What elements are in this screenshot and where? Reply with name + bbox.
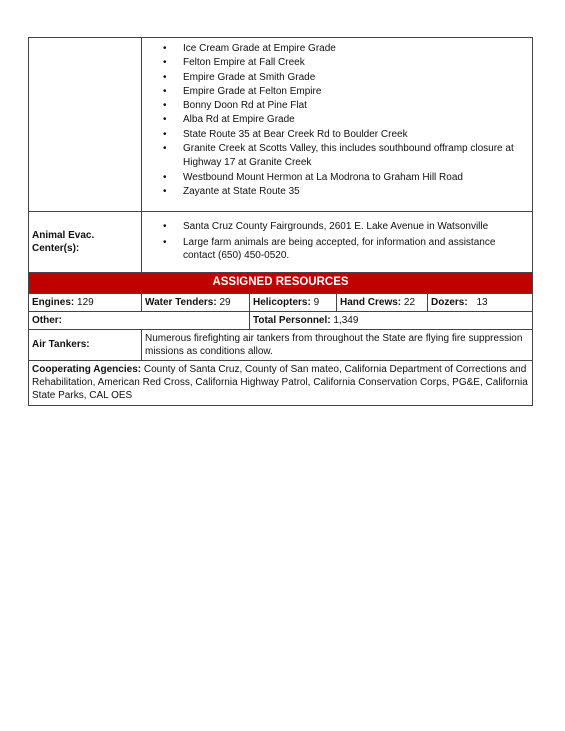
helicopters-value: 9 xyxy=(313,296,320,308)
animal-evac-cell xyxy=(142,212,533,273)
helicopters-cell xyxy=(250,293,337,311)
road-closures-list xyxy=(145,42,529,199)
air-tankers-text: Numerous firefighting air tankers from throughout the State are flying fire suppression missions as conditions allow. xyxy=(142,329,533,360)
hand-crews-cell xyxy=(337,293,428,311)
other-personnel-row xyxy=(29,311,533,329)
other-label: Other: xyxy=(32,314,62,326)
cooperating-agencies-row xyxy=(29,360,533,405)
helicopters-label: Helicopters: xyxy=(253,296,311,308)
water-tenders-value: 29 xyxy=(219,296,231,308)
road-closure-item: • Granite Creek at Scotts Valley, this includes southbound offramp closure at Highway 17 at Granite Creek xyxy=(145,142,529,171)
total-personnel-value: 1,349 xyxy=(333,314,359,326)
air-tankers-label: Air Tankers: xyxy=(29,329,142,360)
dozers-label: Dozers: xyxy=(431,296,468,308)
water-tenders-label: Water Tenders: xyxy=(145,296,217,308)
assigned-resources-title: ASSIGNED RESOURCES xyxy=(29,272,533,293)
road-closures-label-cell xyxy=(29,38,142,212)
hand-crews-value: 22 xyxy=(403,296,416,308)
road-closure-item: • Westbound Mount Hermon at La Modrona to Graham Hill Road xyxy=(145,171,529,185)
dozers-value: 13 xyxy=(476,296,488,308)
total-personnel-label: Total Personnel: xyxy=(253,314,331,326)
road-closure-item: • Alba Rd at Empire Grade xyxy=(145,113,529,127)
assigned-resources-banner xyxy=(29,272,533,293)
cooperating-agencies-label: Cooperating Agencies: xyxy=(32,363,142,375)
animal-evac-label: Animal Evac. Center(s): xyxy=(29,212,142,273)
engines-value: 129 xyxy=(77,296,94,308)
road-closure-item: • Empire Grade at Smith Grade xyxy=(145,71,529,85)
hand-crews-label: Hand Crews: xyxy=(340,296,402,308)
animal-evac-item: • Santa Cruz County Fairgrounds, 2601 E. Lake Avenue in Watsonville xyxy=(145,220,529,234)
total-personnel-cell xyxy=(250,311,533,329)
road-closure-item: • Bonny Doon Rd at Pine Flat xyxy=(145,99,529,113)
road-closure-item: • Ice Cream Grade at Empire Grade xyxy=(145,42,529,56)
road-closures-row xyxy=(29,38,533,212)
incident-info-table xyxy=(28,37,533,406)
other-cell xyxy=(29,311,250,329)
dozers-cell xyxy=(428,293,533,311)
engines-cell xyxy=(29,293,142,311)
cooperating-agencies-text: County of Santa Cruz, County of San mateo, California Department of Corrections and Rehabilitation, American Red Cross, California Highway Patrol, California Conservation Corps, PG&E, California State Parks, CAL OES xyxy=(32,363,528,401)
road-closure-item: • Zayante at State Route 35 xyxy=(145,185,529,199)
animal-evac-row xyxy=(29,212,533,273)
resources-counts-row xyxy=(29,293,533,311)
water-tenders-cell xyxy=(142,293,250,311)
cooperating-agencies-cell xyxy=(29,360,533,405)
engines-label: Engines: xyxy=(32,296,75,308)
animal-evac-item: • Large farm animals are being accepted, for information and assistance contact (650) 450-0520. xyxy=(145,236,529,263)
road-closures-cell xyxy=(142,38,533,212)
air-tankers-row xyxy=(29,329,533,360)
road-closure-item: • State Route 35 at Bear Creek Rd to Boulder Creek xyxy=(145,128,529,142)
incident-report-page xyxy=(28,37,532,406)
animal-evac-list xyxy=(145,220,529,263)
road-closure-item: • Felton Empire at Fall Creek xyxy=(145,56,529,70)
road-closure-item: • Empire Grade at Felton Empire xyxy=(145,85,529,99)
